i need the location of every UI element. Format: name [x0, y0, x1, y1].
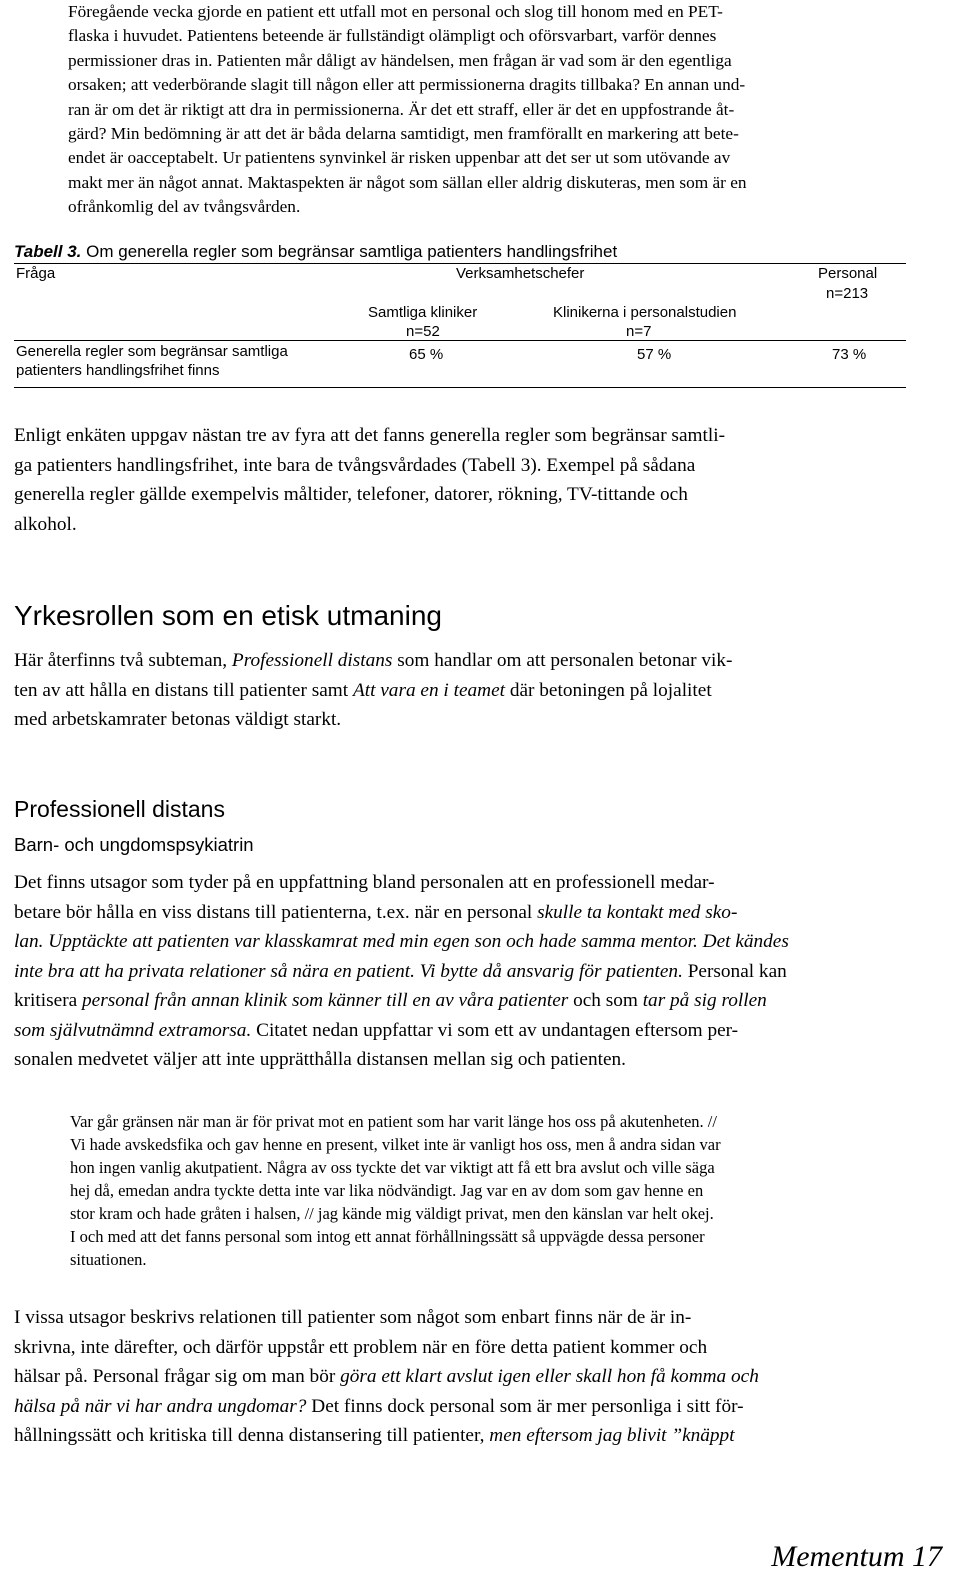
text-line: endet är oacceptabelt. Ur patientens synvinkel är risken uppenbar att det ser ut som utövande av [68, 148, 731, 168]
paragraph-distance [14, 868, 944, 1075]
text-line: Enligt enkäten uppgav nästan tre av fyra att det fanns generella regler som begränsar samtli- [14, 425, 725, 446]
table-header-personal: Personal [818, 265, 878, 282]
text-line: ga patienters handlingsfrihet, inte bara de tvångsvårdades (Tabell 3). Exempel på sådana [14, 454, 696, 476]
footer-brand: Mementum [771, 1540, 905, 1573]
text-line: flaska i huvudet. Patientens beteende är fullständigt olämpligt och oförsvarbart, varför dennes [68, 26, 717, 46]
text-line: ofrånkomlig del av tvångsvården. [68, 197, 301, 217]
text-line: sonalen medvetet väljer att inte upprätthålla distansen mellan sig och patienten. [14, 1049, 626, 1070]
table-bottom-rule [14, 387, 906, 388]
text-line: stor kram och hade gråten i halsen, // jag kände mig väldigt privat, men den känslan var helt okej. [70, 1204, 714, 1223]
page-footer [771, 1540, 942, 1574]
table-header-rule [14, 340, 906, 341]
text-line: situationen. [70, 1250, 147, 1269]
text-line: Här återfinns två subteman, Professionell distans som handlar om att personalen betonar vik- [14, 650, 733, 671]
text-line: Föregående vecka gjorde en patient ett utfall mot en personal och slog till honom med en PET- [68, 2, 723, 21]
table-cell-personal: 73 % [832, 346, 867, 363]
table-label: Tabell 3. [14, 242, 82, 261]
table-cell-all: 65 % [409, 346, 444, 363]
text-line: orsaken; att vederbörande slagit till någon eller att permissionerna dragits tillbaka? En annan und- [68, 75, 746, 95]
text-line: ten av att hålla en distans till patienter samt Att vara en i teamet där betoningen på lojalitet [14, 679, 712, 701]
paragraph-intro [14, 646, 944, 735]
text-line: hälsa på när vi har andra ungdomar? Det finns dock personal som är mer personliga i sitt för- [14, 1395, 744, 1417]
text-line: betare bör hålla en viss distans till patienterna, t.ex. när en personal skulle ta kontakt med sko- [14, 901, 738, 923]
table-caption [14, 242, 617, 262]
text-line: permissioner dras in. Patienten mår dåligt av händelsen, men frågan är vad som är den egentliga [68, 50, 732, 70]
table-header-personal-n: n=213 [826, 285, 869, 302]
table-subheader-study: Klinikerna i personalstudien [553, 304, 737, 321]
top-paragraph [68, 0, 888, 220]
text-line: ran är om det är riktigt att dra in permissionerna. Är det ett straff, eller är det en uppfostrande åt- [68, 99, 735, 119]
table-row-label: Generella regler som begränsar samtliga [16, 343, 288, 360]
text-line: hon ingen vanlig akutpatient. Några av oss tyckte det var viktigt att få ett bra avslut och ville säga [70, 1158, 715, 1177]
text-line: hållningssätt och kritiska till denna distansering till patienter, men eftersom jag blivit ”knäppt [14, 1425, 735, 1446]
table-subheader-all: Samtliga kliniker [368, 304, 478, 321]
text-line: hej då, emedan andra tyckte detta inte var lika nödvändigt. Jag var en av dom som gav henne en [70, 1181, 704, 1200]
text-line: alkohol. [14, 513, 77, 535]
table-caption-text: Om generella regler som begränsar samtliga patienters handlingsfrihet [81, 242, 618, 261]
text-line: I och med att det fanns personal som intog ett annat förhållningssätt så uppvägde dessa personer [70, 1227, 705, 1246]
table-row-label: patienters handlingsfrihet finns [16, 362, 220, 379]
paragraph-after-table [14, 421, 944, 539]
subsubsection-heading: Barn- och ungdomspsykiatrin [14, 834, 254, 855]
text-line: Det finns utsagor som tyder på en uppfattning bland personalen att en professionell medar- [14, 872, 715, 893]
text-line: generella regler gällde exempelvis måltider, telefoner, datorer, rökning, TV-tittande och [14, 484, 688, 505]
text-line: gärd? Min bedömning är att det är båda delarna samtidigt, men framförallt en markering att bete- [68, 124, 739, 144]
text-line: som självutnämnd extramorsa. Citatet nedan uppfattar vi som ett av undantagen eftersom per- [14, 1019, 739, 1041]
table-header-group: Verksamhetschefer [456, 265, 585, 282]
table-subheader-all-n: n=52 [406, 323, 440, 340]
text-line: kritisera personal från annan klinik som känner till en av våra patienter och som tar på sig rollen [14, 990, 767, 1011]
section-heading: Yrkesrollen som en etisk utmaning [14, 600, 442, 631]
text-line: hälsar på. Personal frågar sig om man bör göra ett klart avslut igen eller skall hon få komma och [14, 1366, 759, 1387]
block-quote [70, 1110, 900, 1271]
text-line: lan. Upptäckte att patienten var klasskamrat med min egen son och hade samma mentor. Det kändes [14, 931, 789, 952]
page-number: 17 [912, 1540, 942, 1573]
text-line: makt mer än något annat. Maktaspekten är något som sällan eller aldrig diskuteras, men som är en [68, 172, 747, 192]
table-header-question: Fråga [16, 265, 56, 282]
table-subheader-study-n: n=7 [626, 323, 652, 340]
text-line: Var går gränsen när man är för privat mot en patient som har varit länge hos oss på akutenheten. // [70, 1112, 717, 1131]
text-line: skrivna, inte därefter, och därför uppstår ett problem när en före detta patient kommer och [14, 1336, 708, 1358]
paragraph-last [14, 1303, 944, 1451]
text-line: Vi hade avskedsfika och gav henne en present, vilket inte är vanligt hos oss, men å andra sidan var [70, 1135, 721, 1154]
text-line: I vissa utsagor beskrivs relationen till patienter som något som enbart finns när de är in- [14, 1307, 692, 1328]
text-line: inte bra att ha privata relationer så nära en patient. Vi bytte då ansvarig för patienten. Personal kan [14, 960, 787, 982]
subsection-heading: Professionell distans [14, 796, 225, 822]
table-cell-study: 57 % [637, 346, 672, 363]
text-line: med arbetskamrater betonas väldigt starkt. [14, 709, 342, 730]
